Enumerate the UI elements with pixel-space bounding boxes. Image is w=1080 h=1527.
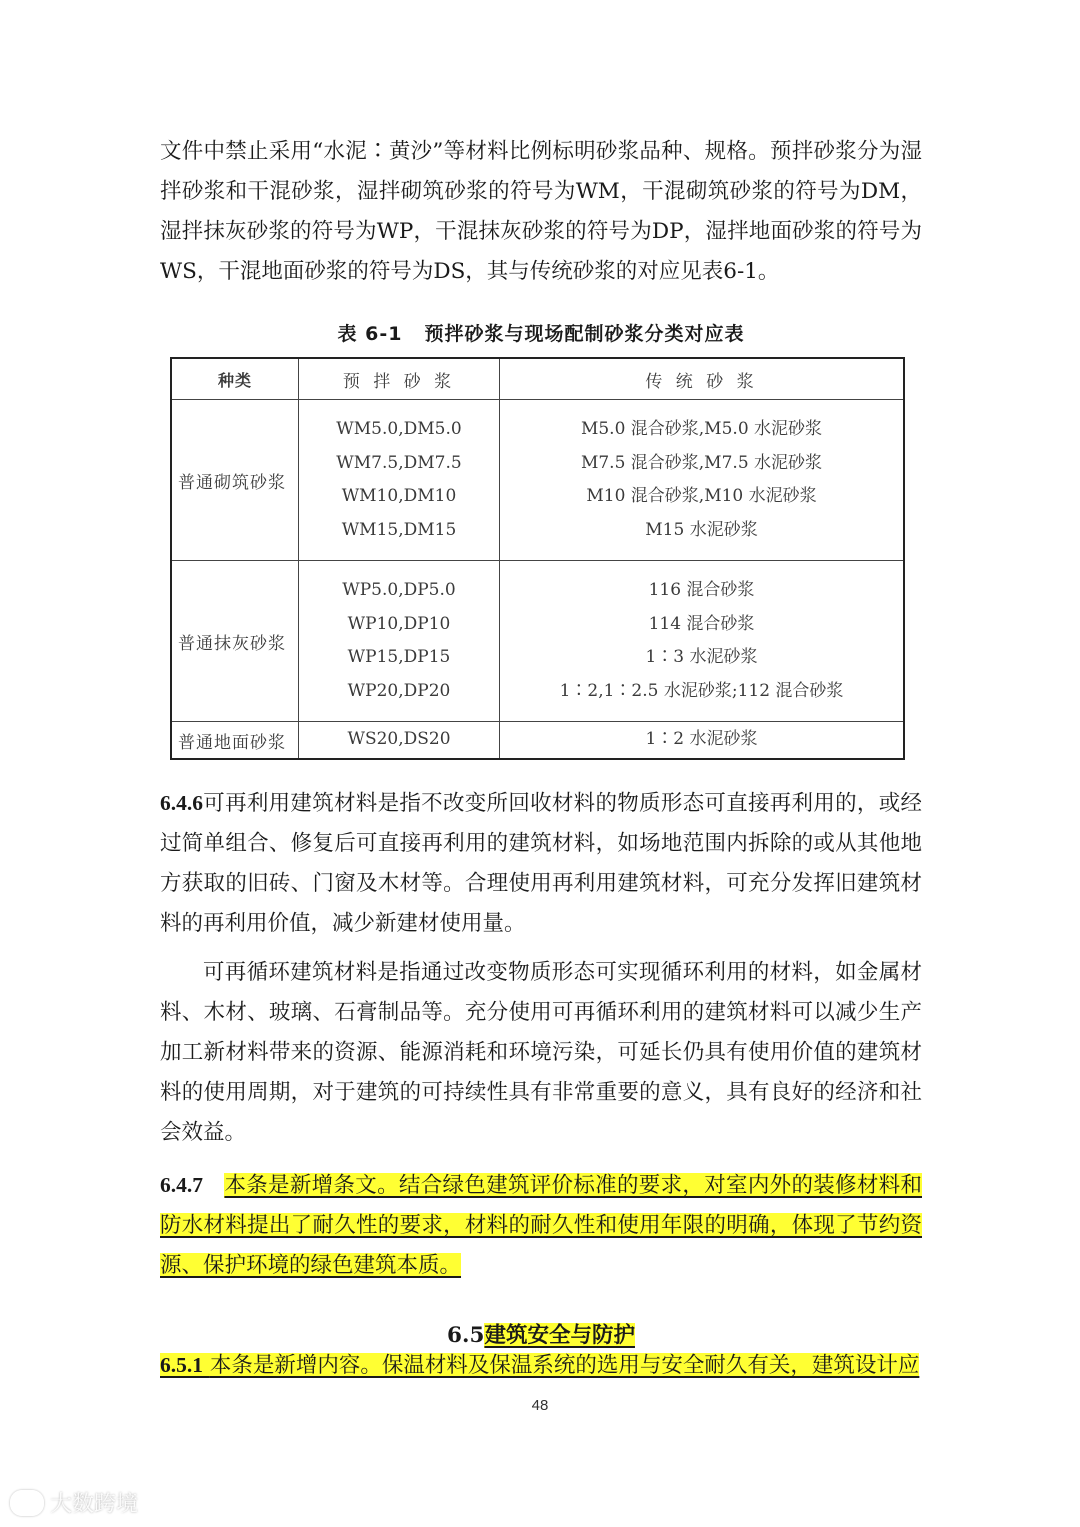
paragraph-6-5-1 (160, 1345, 922, 1386)
traditional-value: 114 混合砂浆 (648, 613, 755, 634)
highlighted-text: 本条是新增内容。保温材料及保温系统的选用与安全耐久有关，建筑设计应 (209, 1353, 920, 1378)
table-caption-number: 表 6-1 (337, 323, 403, 345)
table-row (171, 722, 904, 760)
premix-value: WP10,DP10 (347, 613, 451, 634)
traditional-value: M7.5 混合砂浆,M7.5 水泥砂浆 (580, 452, 823, 473)
table-cell-kind: 普通抹灰砂浆 (171, 561, 299, 722)
table-row (171, 400, 904, 561)
traditional-value: 1∶3 水泥砂浆 (645, 647, 758, 667)
traditional-value: 1∶2,1∶2.5 水泥砂浆;112 混合砂浆 (559, 680, 844, 701)
section-title-highlighted: 建筑安全与防护 (484, 1323, 635, 1348)
table-header-kind: 种类 (171, 358, 299, 400)
table-caption-title: 预拌砂浆与现场配制砂浆分类对应表 (424, 323, 745, 345)
clause-number: 6.4.6 (160, 791, 203, 815)
premix-value: WM10,DM10 (341, 486, 457, 506)
traditional-value: M5.0 混合砂浆,M5.0 水泥砂浆 (580, 419, 823, 439)
paragraph-recyclable-materials (160, 953, 922, 1153)
premix-value: WP20,DP20 (347, 680, 451, 701)
premix-value: WP15,DP15 (347, 647, 451, 667)
table-cell-kind: 普通砌筑砂浆 (171, 400, 299, 561)
page-number: 48 (531, 1397, 549, 1414)
table-cell-premix (299, 561, 500, 722)
traditional-value: 1∶2 水泥砂浆 (645, 729, 758, 750)
table-header-traditional: 传 统 砂 浆 (500, 358, 905, 400)
premix-value: WS20,DS20 (347, 729, 451, 750)
premix-value: WP5.0,DP5.0 (342, 580, 456, 600)
table-row (171, 561, 904, 722)
premix-value: WM15,DM15 (341, 519, 457, 540)
watermark-logo-icon (10, 1490, 44, 1516)
mortar-classification-table (170, 357, 905, 760)
highlighted-text: 本条是新增条文。结合绿色建筑评价标准的要求，对室内外的装修材料和防水材料提出了耐久性的要求，材料的耐久性和使用年限的明确，体现了节约资源、保护环境的绿色建筑本质。 (160, 1173, 922, 1278)
table-cell-premix (299, 722, 500, 760)
clause-number: 6.4.7 (160, 1173, 203, 1197)
table-cell-traditional (500, 722, 905, 760)
paragraph-text: 文件中禁止采用“水泥∶黄沙”等材料比例标明砂浆品种、规格。预拌砂浆分为湿拌砂浆和干混砂浆，湿拌砌筑砂浆的符号为WM，干混砌筑砂浆的符号为DM，湿拌抹灰砂浆的符号为WP，干混抹灰砂浆的符号为DP，湿拌地面砂浆的符号为WS，干混地面砂浆的符号为DS，其与传统砂浆的对应见表6-1。 (160, 139, 922, 284)
table-caption (160, 319, 922, 346)
table-cell-traditional (500, 561, 905, 722)
premix-value: WM5.0,DM5.0 (336, 419, 462, 439)
paragraph-mortar-symbols (160, 132, 922, 292)
section-number: 6.5 (447, 1323, 485, 1348)
table-header-row (171, 358, 904, 400)
traditional-value: M15 水泥砂浆 (645, 519, 758, 540)
premix-value: WM7.5,DM7.5 (336, 452, 462, 473)
clause-number: 6.5.1 (160, 1353, 203, 1377)
watermark (10, 1487, 138, 1518)
paragraph-text: 可再循环建筑材料是指通过改变物质形态可实现循环利用的材料，如金属材料、木材、玻璃、石膏制品等。充分使用可再循环利用的建筑材料可以减少生产加工新材料带来的资源、能源消耗和环境污染，可延长仍具有使用价值的建筑材料的使用周期，对于建筑的可持续性具有非常重要的意义，具有良好的经济和社会效益。 (160, 960, 922, 1145)
table-cell-premix (299, 400, 500, 561)
paragraph-text: 可再利用建筑材料是指不改变所回收材料的物质形态可直接再利用的，或经过简单组合、修复后可直接再利用的建筑材料，如场地范围内拆除的或从其他地方获取的旧砖、门窗及木材等。合理使用再利用建筑材料，可充分发挥旧建筑材料的再利用价值，减少新建材使用量。 (160, 791, 922, 936)
table-header-premix: 预 拌 砂 浆 (299, 358, 500, 400)
table-cell-traditional (500, 400, 905, 561)
paragraph-6-4-7 (160, 1165, 922, 1286)
paragraph-6-4-6 (160, 783, 922, 944)
table-cell-kind: 普通地面砂浆 (171, 722, 299, 760)
traditional-value: 116 混合砂浆 (648, 580, 755, 600)
traditional-value: M10 混合砂浆,M10 水泥砂浆 (586, 486, 817, 506)
watermark-text: 大数跨境 (50, 1492, 139, 1517)
